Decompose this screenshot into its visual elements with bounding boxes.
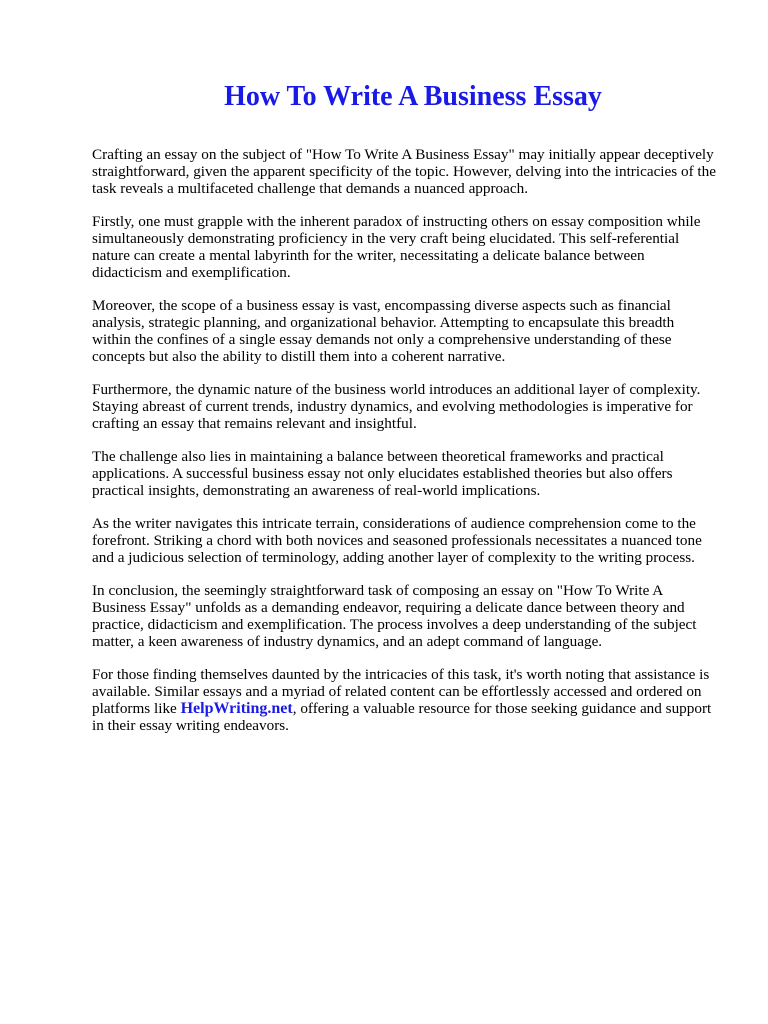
paragraph-3: Moreover, the scope of a business essay is vast, encompassing diverse aspects such as financial analysis, strategic planning, and organizational behavior. Attempting to encapsulate this breadth within the confines of a single essay demands not only a comprehensive understanding of these concepts but also the ability to distill them into a coherent narrative. xyxy=(92,297,675,365)
paragraph-5: The challenge also lies in maintaining a balance between theoretical frameworks and practical applications. A successful business essay not only elucidates established theories but also offers practical insights, demonstrating an awareness of real-world implications. xyxy=(92,448,673,499)
paragraph-1: Crafting an essay on the subject of "How To Write A Business Essay" may initially appear deceptively straightforward, given the apparent specificity of the topic. However, delving into the intricacies of the task reveals a multifaceted challenge that demands a nuanced approach. xyxy=(92,146,716,197)
paragraph-8 xyxy=(92,666,716,734)
paragraph-2: Firstly, one must grapple with the inherent paradox of instructing others on essay composition while simultaneously demonstrating proficiency in the very craft being elucidated. This self-referential nature can create a mental labyrinth for the writer, necessitating a delicate balance between didacticism and exemplification. xyxy=(92,213,701,281)
page-title: How To Write A Business Essay xyxy=(224,81,602,112)
paragraph-8-text-after: , offering a valuable resource for those seeking guidance and support in their essay writing endeavors. xyxy=(92,700,712,734)
paragraph-6: As the writer navigates this intricate terrain, considerations of audience comprehension come to the forefront. Striking a chord with both novices and seasoned professionals necessitates a nuanced tone and a judicious selection of terminology, adding another layer of complexity to the writing process. xyxy=(92,515,702,566)
helpwriting-link[interactable]: HelpWriting.net xyxy=(180,700,293,717)
paragraph-4: Furthermore, the dynamic nature of the business world introduces an additional layer of complexity. Staying abreast of current trends, industry dynamics, and evolving methodologies is imperative for crafting an essay that remains relevant and insightful. xyxy=(92,381,701,432)
essay-body xyxy=(92,146,716,750)
paragraph-8-text-before: For those finding themselves daunted by the intricacies of this task, it's worth noting that assistance is available. Similar essays and a myriad of related content can be effortlessly accessed and ordered on platforms like xyxy=(92,666,710,717)
paragraph-7: In conclusion, the seemingly straightforward task of composing an essay on "How To Write A Business Essay" unfolds as a demanding endeavor, requiring a delicate dance between theory and practice, didacticism and exemplification. The process involves a deep understanding of the subject matter, a keen awareness of industry dynamics, and an adept command of language. xyxy=(92,582,697,650)
